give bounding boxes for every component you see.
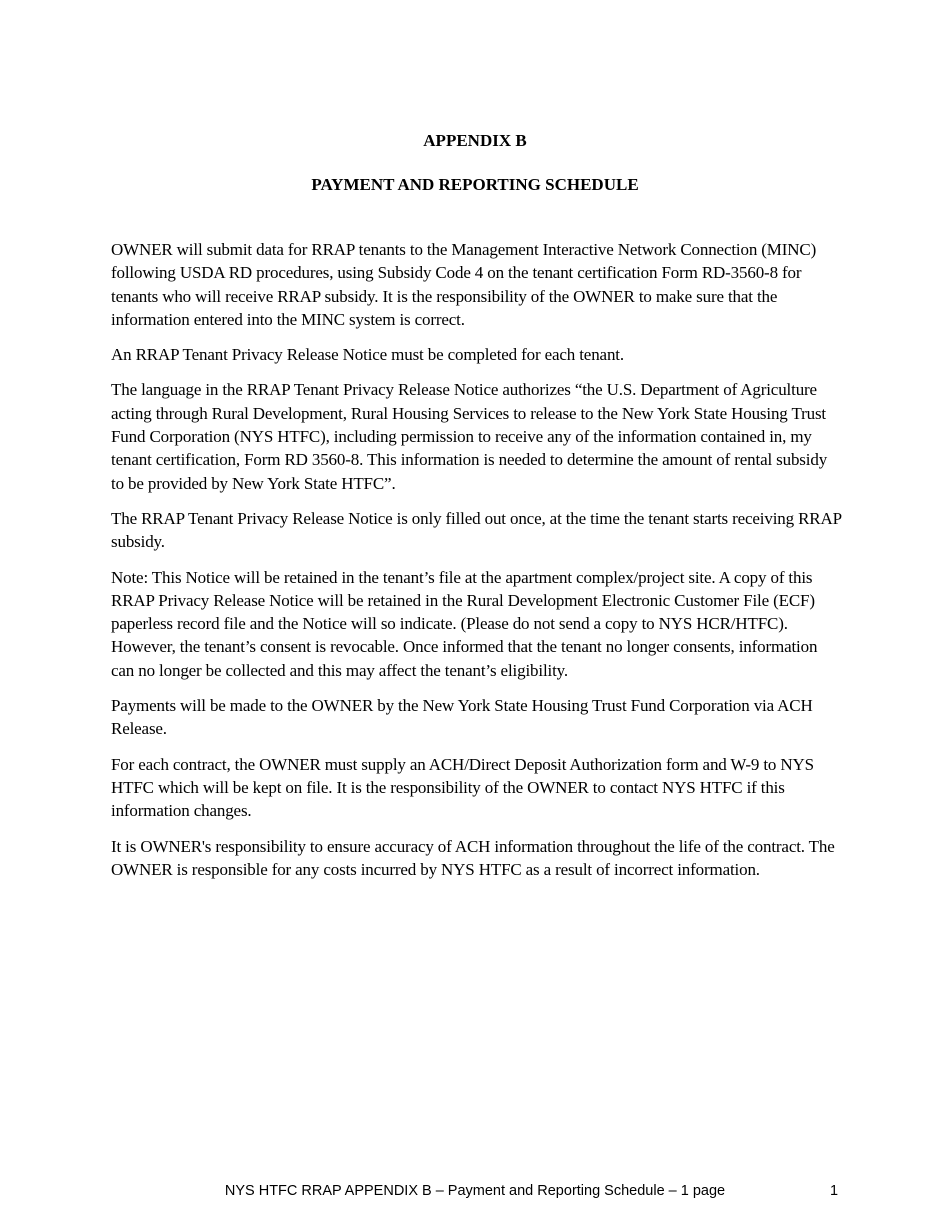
- document-body: [111, 238, 843, 893]
- appendix-heading: APPENDIX B: [423, 131, 527, 150]
- paragraph-privacy-notice-language: The language in the RRAP Tenant Privacy Release Notice authorizes “the U.S. Department of Agriculture acting through Rural Development, Rural Housing Services to release to the New York State Housing Trust Fund Corporation (NYS HTFC), including permission to receive any of the information contained in, my tenant certification, Form RD 3560-8. This information is needed to determine the amount of rental subsidy to be provided by New York State HTFC”.: [111, 380, 828, 493]
- paragraph-ach-accuracy: It is OWNER's responsibility to ensure accuracy of ACH information throughout the life of the contract. The OWNER is responsible for any costs incurred by NYS HTFC as a result of incorrect information.: [111, 836, 835, 879]
- schedule-title: PAYMENT AND REPORTING SCHEDULE: [311, 175, 639, 194]
- paragraph-ach-authorization: For each contract, the OWNER must supply an ACH/Direct Deposit Authorization form and W-9 to NYS HTFC which will be kept on file. It is the responsibility of the OWNER to contact NYS HTFC if this information changes.: [111, 754, 814, 821]
- paragraph-notice-retention: Note: This Notice will be retained in the tenant’s file at the apartment complex/project site. A copy of this RRAP Privacy Release Notice will be retained in the Rural Development Electronic Customer File (ECF) paperless record file and the Notice will so indicate. (Please do not send a copy to NYS HCR/HTFC). However, the tenant’s consent is revocable. Once informed that the tenant no longer consents, information can no longer be collected and this may affect the tenant’s eligibility.: [111, 567, 818, 680]
- paragraph-privacy-notice-required: An RRAP Tenant Privacy Release Notice must be completed for each tenant.: [111, 345, 624, 365]
- footer-text: NYS HTFC RRAP APPENDIX B – Payment and Reporting Schedule – 1 page: [224, 1183, 726, 1199]
- paragraph-notice-filled-once: The RRAP Tenant Privacy Release Notice is only filled out once, at the time the tenant starts receiving RRAP subsidy.: [111, 508, 842, 552]
- page-footer: [0, 1181, 950, 1203]
- paragraph-payments: Payments will be made to the OWNER by the New York State Housing Trust Fund Corporation via ACH Release.: [111, 696, 813, 739]
- paragraph-minc-submission: OWNER will submit data for RRAP tenants to the Management Interactive Network Connection (MINC) following USDA RD procedures, using Subsidy Code 4 on the tenant certification Form RD-3560-8 for tenants who will receive RRAP subsidy. It is the responsibility of the OWNER to make sure that the information entered into the MINC system is correct.: [111, 240, 817, 329]
- page-number: 1: [830, 1183, 839, 1199]
